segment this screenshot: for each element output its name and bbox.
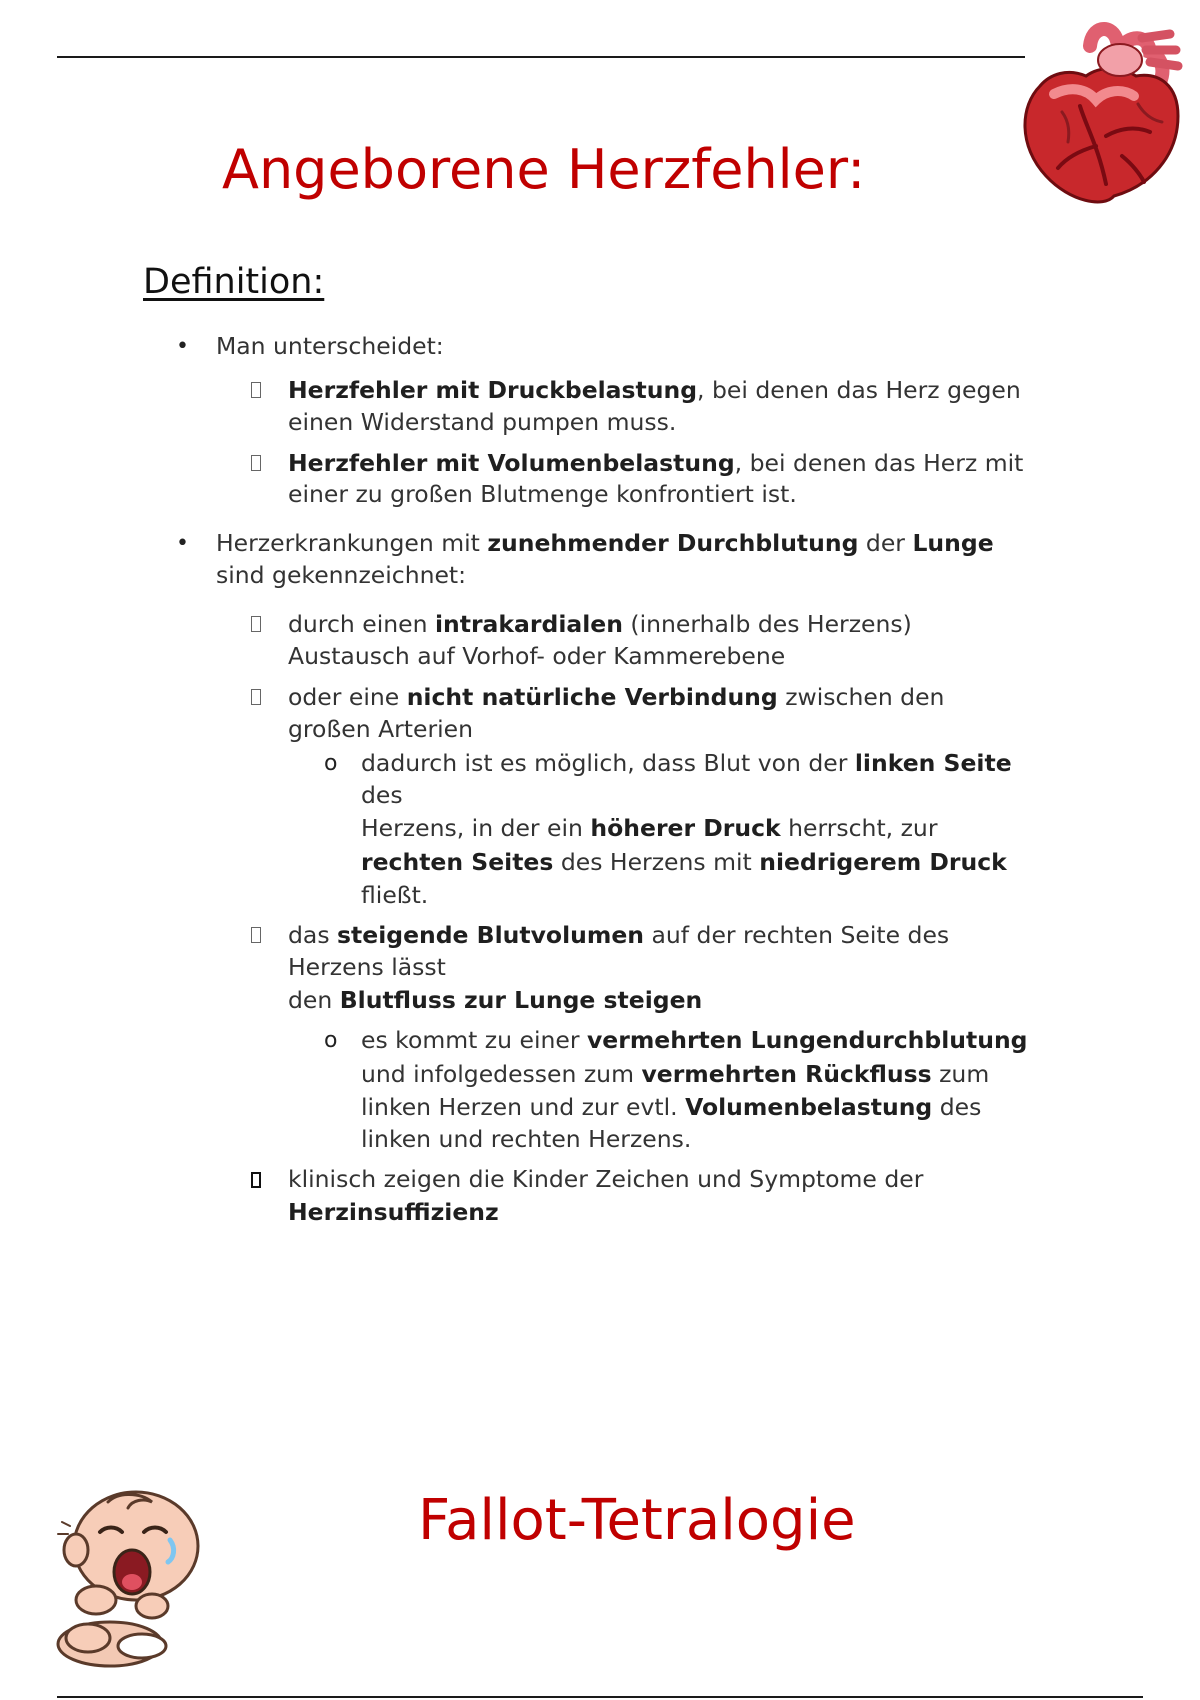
list-item: sind gekennzeichnet: — [216, 561, 467, 589]
text-run: oder eine — [288, 683, 407, 711]
bold-term: Herzinsuffizienz — [288, 1198, 499, 1226]
bottom-rule — [57, 1696, 1143, 1698]
text-run: (innerhalb des Herzens) — [622, 610, 912, 638]
list-item — [361, 812, 1061, 844]
bullet-o: o — [324, 751, 338, 776]
bold-term: rechten Seites — [361, 848, 554, 876]
bullet-dot: • — [176, 334, 189, 359]
bold-term: vermehrten Lungendurchblutung — [586, 1026, 1028, 1054]
list-item: Herzens lässt — [288, 953, 446, 981]
text-run: der — [858, 529, 913, 557]
list-item — [361, 1058, 1061, 1090]
bold-term: höherer Druck — [590, 814, 781, 842]
section-heading: Definition: — [143, 262, 325, 302]
bold-term: intrakardialen — [434, 610, 623, 638]
list-item: einer zu großen Blutmenge konfrontiert ist. — [288, 480, 797, 508]
bold-term: zunehmender Durchblutung — [487, 529, 859, 557]
list-item: fließt. — [361, 881, 429, 909]
text-run: zwischen den — [777, 683, 945, 711]
text-run: herrscht, zur — [780, 814, 938, 842]
list-item — [361, 1024, 1061, 1056]
list-item — [288, 984, 1068, 1016]
bullet-o: o — [324, 1028, 338, 1053]
text-run: das — [288, 921, 338, 949]
square-bullet-icon — [251, 927, 261, 943]
text-run: zum — [931, 1060, 990, 1088]
list-item: einen Widerstand pumpen muss. — [288, 408, 677, 436]
top-rule — [57, 56, 1025, 58]
bullet-dot: • — [176, 531, 189, 556]
bold-term: nicht natürliche Verbindung — [406, 683, 778, 711]
page-title: Angeborene Herzfehler: — [222, 138, 866, 201]
square-bullet-icon — [251, 1172, 261, 1188]
text-run: des Herzens mit — [553, 848, 760, 876]
text-run: es kommt zu einer — [361, 1026, 587, 1054]
list-item: linken und rechten Herzens. — [361, 1125, 692, 1153]
text-run: und infolgedessen zum — [361, 1060, 642, 1088]
text-run: den — [288, 986, 340, 1014]
square-bullet-icon — [251, 616, 261, 632]
list-item: großen Arterien — [288, 715, 474, 743]
crying-baby-icon — [48, 1488, 208, 1672]
list-item — [288, 374, 1068, 406]
text-run: durch einen — [288, 610, 435, 638]
bold-term: Herzfehler mit Volumenbelastung — [288, 449, 735, 477]
bold-term: vermehrten Rückfluss — [641, 1060, 932, 1088]
list-item — [288, 447, 1068, 479]
bold-term: steigende Blutvolumen — [337, 921, 645, 949]
text-run: dadurch ist es möglich, dass Blut von der — [361, 749, 855, 777]
bold-term: niedrigerem Druck — [759, 848, 1007, 876]
text-run: linken Herzen und zur evtl. — [361, 1093, 686, 1121]
square-bullet-icon — [251, 455, 261, 471]
section-title-fallot: Fallot-Tetralogie — [418, 1488, 856, 1553]
bold-term: Herzfehler mit Druckbelastung — [288, 376, 698, 404]
text-run: des — [932, 1093, 982, 1121]
list-item — [288, 1196, 1068, 1228]
heart-illustration-icon — [1010, 16, 1190, 212]
list-item — [288, 919, 1068, 951]
text-run: Herzerkrankungen mit — [216, 529, 488, 557]
list-item: Austausch auf Vorhof- oder Kammerebene — [288, 642, 786, 670]
bold-term: Volumenbelastung — [685, 1093, 933, 1121]
list-item: Man unterscheidet: — [216, 332, 444, 360]
square-bullet-icon — [251, 382, 261, 398]
list-item — [361, 747, 1061, 779]
list-item — [288, 681, 1068, 713]
text-run: Herzens, in der ein — [361, 814, 591, 842]
list-item: des — [361, 781, 403, 809]
bold-term: linken Seite — [854, 749, 1012, 777]
text-run: , bei denen das Herz gegen — [697, 376, 1021, 404]
list-item — [361, 1091, 1061, 1123]
text-run: , bei denen das Herz mit — [734, 449, 1024, 477]
square-bullet-icon — [251, 689, 261, 705]
list-item: klinisch zeigen die Kinder Zeichen und Symptome der — [288, 1165, 924, 1193]
text-run: auf der rechten Seite des — [644, 921, 950, 949]
bold-term: Blutfluss zur Lunge steigen — [339, 986, 703, 1014]
list-item — [361, 846, 1061, 878]
list-item — [288, 608, 1068, 640]
bold-term: Lunge — [912, 529, 994, 557]
list-item — [216, 527, 1066, 559]
